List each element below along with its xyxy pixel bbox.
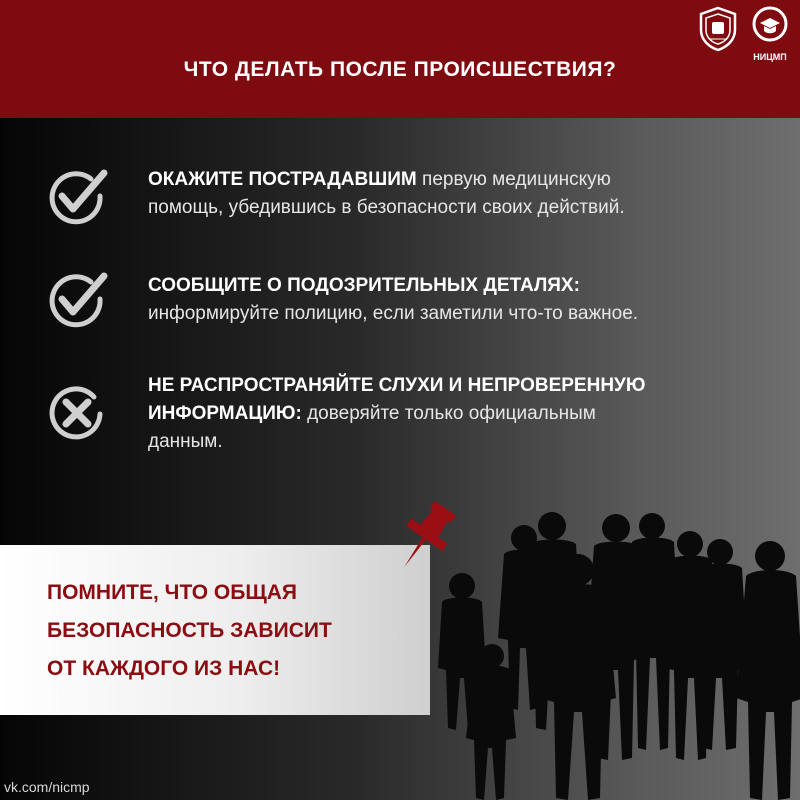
advice-text: первую медицинскую [416, 169, 611, 190]
header-banner [0, 0, 800, 118]
advice-lead: СООБЩИТЕ О ПОДОЗРИТЕЛЬНЫХ ДЕТАЛЯХ: [148, 275, 580, 296]
footer-link[interactable]: vk.com/nicmp [4, 779, 90, 795]
advice-lead: ОКАЖИТЕ ПОСТРАДАВШИМ [148, 169, 417, 190]
cross-icon [44, 380, 110, 446]
advice-text-line2: помощь, убедившись в безопасности своих действий. [148, 197, 625, 218]
crowd-silhouette [420, 498, 800, 800]
reminder-callout [0, 545, 430, 715]
advice-item-report [148, 272, 788, 328]
nicmp-logo [748, 6, 792, 62]
reminder-line-1: ПОМНИТЕ, ЧТО ОБЩАЯ [47, 581, 298, 604]
advice-lead: НЕ РАСПРОСТРАНЯЙТЕ СЛУХИ И НЕПРОВЕРЕННУЮ [148, 375, 646, 396]
advice-item-no-rumors [148, 372, 788, 456]
advice-text-line3: данным. [148, 431, 223, 452]
logos [698, 6, 792, 62]
emblem-logo [698, 6, 738, 57]
advice-text: доверяйте только официальным [301, 403, 596, 424]
check-icon [44, 163, 110, 229]
nicmp-logo-caption: НИЦМП [753, 52, 787, 62]
reminder-line-3: ОТ КАЖДОГО ИЗ НАС! [47, 657, 281, 680]
advice-item-first-aid [148, 166, 788, 222]
check-icon [44, 266, 110, 332]
advice-lead-line2: ИНФОРМАЦИЮ: [148, 403, 302, 424]
reminder-text [47, 574, 332, 688]
reminder-line-2: БЕЗОПАСНОСТЬ ЗАВИСИТ [47, 619, 332, 642]
advice-text-line2: информируйте полицию, если заметили что-то важное. [148, 303, 639, 324]
page-title: ЧТО ДЕЛАТЬ ПОСЛЕ ПРОИСШЕСТВИЯ? [183, 58, 617, 81]
